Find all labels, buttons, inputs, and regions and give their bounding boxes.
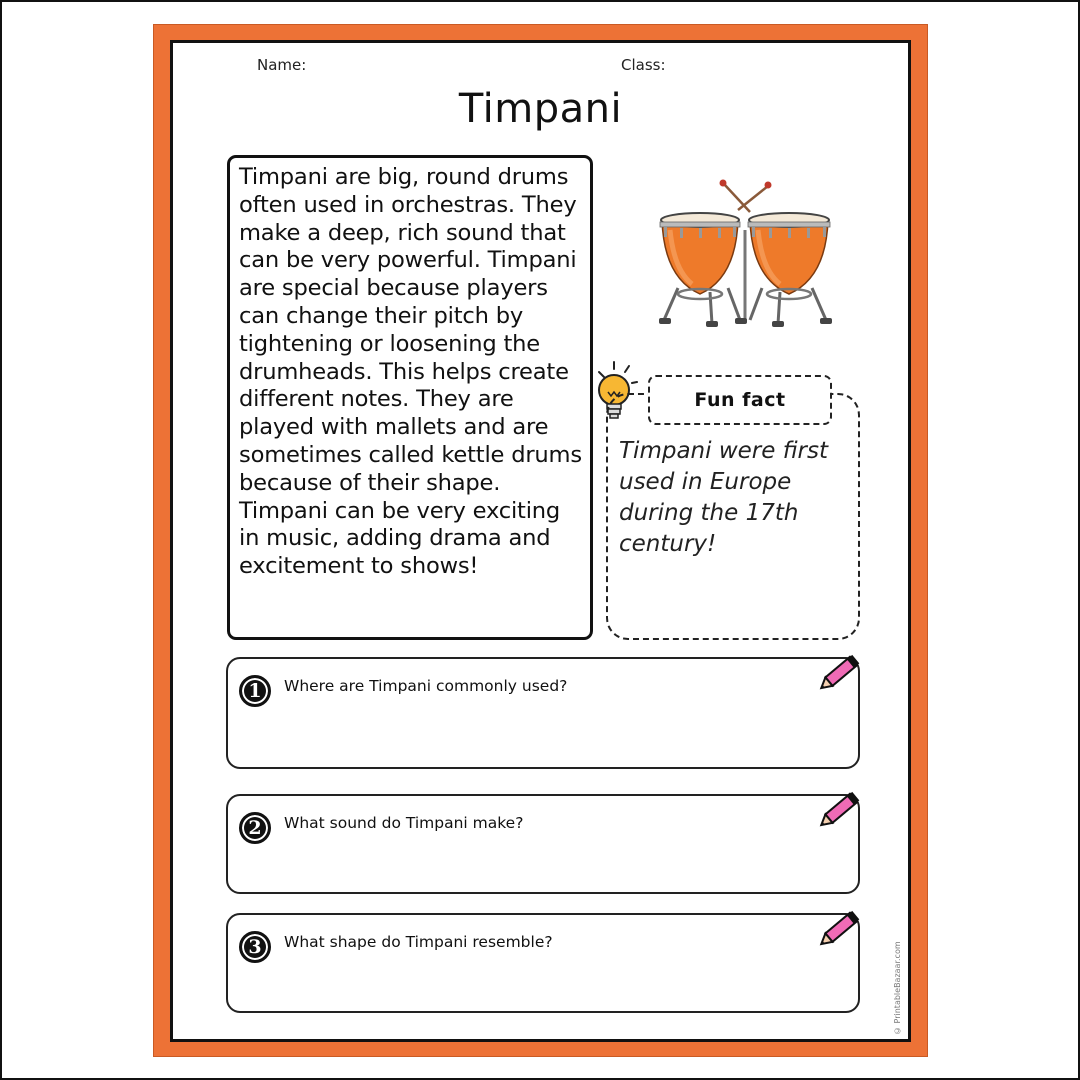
question-text: What sound do Timpani make? bbox=[284, 814, 524, 832]
pencil-icon bbox=[812, 903, 868, 955]
reading-passage-box bbox=[227, 155, 593, 640]
fun-fact-text: Timpani were first used in Europe during the 17th century! bbox=[619, 438, 829, 557]
question-number: 3 bbox=[239, 931, 271, 963]
question-box[interactable] bbox=[226, 794, 860, 894]
pencil-icon bbox=[812, 647, 868, 699]
class-label: Class: bbox=[621, 56, 666, 74]
question-number: 2 bbox=[239, 812, 271, 844]
copyright-credit: © PrintableBazaar.com bbox=[893, 941, 902, 1035]
question-box[interactable] bbox=[226, 657, 860, 769]
timpani-drums-illustration bbox=[650, 170, 840, 335]
question-text: Where are Timpani commonly used? bbox=[284, 677, 568, 695]
fun-fact-label: Fun fact bbox=[648, 375, 832, 425]
name-label: Name: bbox=[257, 56, 307, 74]
question-box[interactable] bbox=[226, 913, 860, 1013]
page-title: Timpani bbox=[458, 86, 623, 132]
question-number: 1 bbox=[239, 675, 271, 707]
question-text: What shape do Timpani resemble? bbox=[284, 933, 553, 951]
reading-passage-text: Timpani are big, round drums often used in orchestras. They make a deep, rich sound that can be very powerful. Timpani are special because players can change their pitch by tightening or loosening the drumheads. This helps create different notes. They are played with mallets and are sometimes called kettle drums because of their shape. Timpani can be very exciting in music, adding drama and excitement to shows! bbox=[239, 164, 582, 580]
pencil-icon bbox=[812, 784, 868, 836]
